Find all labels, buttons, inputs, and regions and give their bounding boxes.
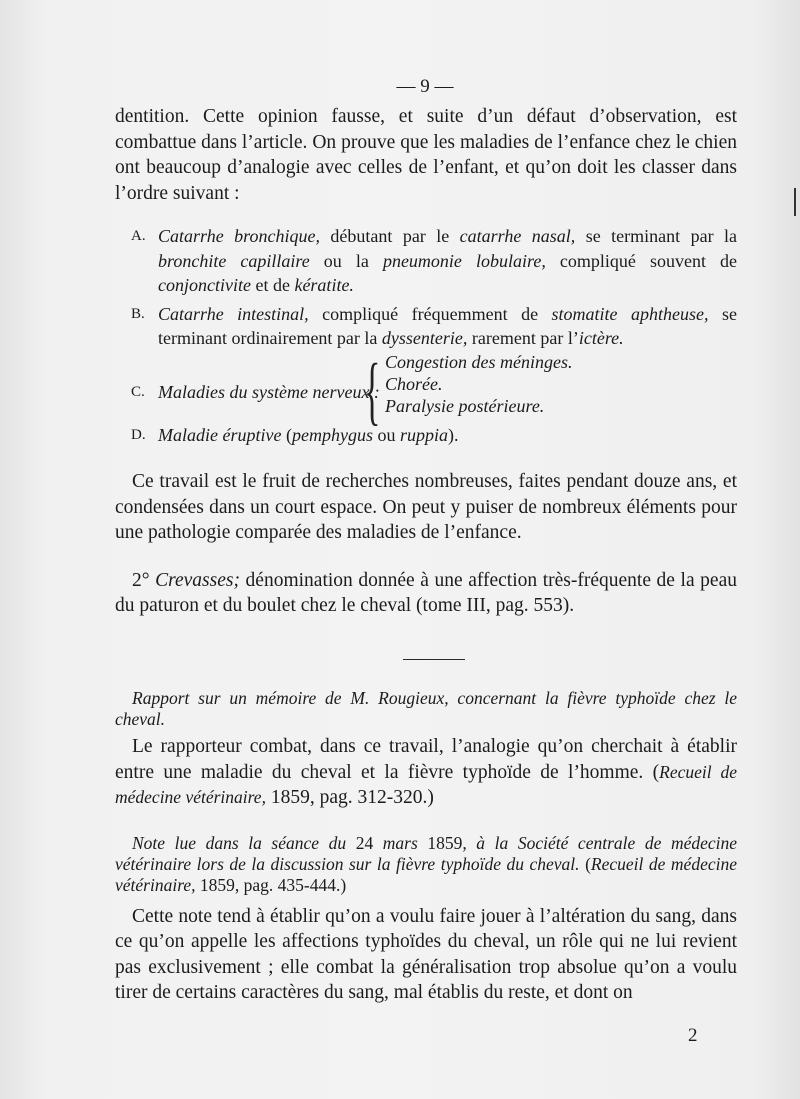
paragraph-summary: Ce travail est le fruit de recherches nombreuses, faites pendant douze ans, et condensées dans un court espace. On peut y puiser de nombreux éléments pour une pathologie comparée des maladies de l’enfance.: [115, 471, 737, 543]
signature-mark: 2: [688, 1025, 698, 1046]
list-item-c: C. Maladies du système nerveux : { Congestion des méninges. Chorée. Paralysie postérieure.: [131, 348, 573, 433]
body-text: [115, 104, 737, 1006]
list-item-a: A. Catarrhe bronchique, débutant par le catarrhe nasal, se terminant par la bronchite capillaire ou la pneumonie lobulaire, compliqué souvent de conjonctivite et de kératite.: [131, 226, 738, 295]
nervous-options: Congestion des méninges. Chorée. Paralysie postérieure.: [385, 351, 573, 416]
rapport-text: Le rapporteur combat, dans ce travail, l’analogie qu’on cherchait à établir entre une maladie du cheval et la fièvre typhoïde de l’homme. (Recueil de médecine vétérinaire, 1859, pag. 312-320.): [115, 736, 737, 808]
rapport-title: Rapport sur un mémoire de M. Rougieux, concernant la fièvre typhoïde chez le cheval.: [115, 688, 737, 729]
list-item-d: D. Maladie éruptive (pemphygus ou ruppia).: [131, 424, 459, 445]
paragraph-crevasses: 2° Crevasses; dénomination donnée à une affection très-fréquente de la peau du paturon et du boulet chez le cheval (tome III, pag. 553).: [115, 569, 737, 616]
list-item-b: B. Catarrhe intestinal, compliqué fréquemment de stomatite aphtheuse, se terminant ordinairement par la dyssenterie, rarement par l’ictère.: [131, 303, 737, 348]
note-title: Note lue dans la séance du 24 mars 1859, à la Société centrale de médecine vétérinaire lors de la discussion sur la fièvre typhoïde du cheval. (Recueil de médecine vétérinaire, 1859, pag. 435-444.): [115, 832, 738, 895]
disease-list: [115, 224, 737, 447]
brace-icon: {: [364, 348, 381, 433]
page-number-header: — 9 —: [396, 76, 454, 97]
section-divider: [403, 659, 465, 661]
note-text: Cette note tend à établir qu’on a voulu faire jouer à l’altération du sang, dans ce qu’on appelle les affections typhoïdes du cheval, un rôle qui ne lui revient pas exclusivement ; elle combat la généralisation trop absolue qu’on a voulu tirer de certains caractères du sang, mal établis du reste, et dont on: [115, 905, 737, 1003]
scan-mark: [794, 188, 796, 216]
paragraph-intro: dentition. Cette opinion fausse, et suite d’un défaut d’observation, est combattue dans l’article. On prouve que les maladies de l’enfance chez le chien ont beaucoup d’analogie avec celles de l’enfant, et qu’on doit les classer dans l’ordre suivant :: [115, 106, 737, 204]
